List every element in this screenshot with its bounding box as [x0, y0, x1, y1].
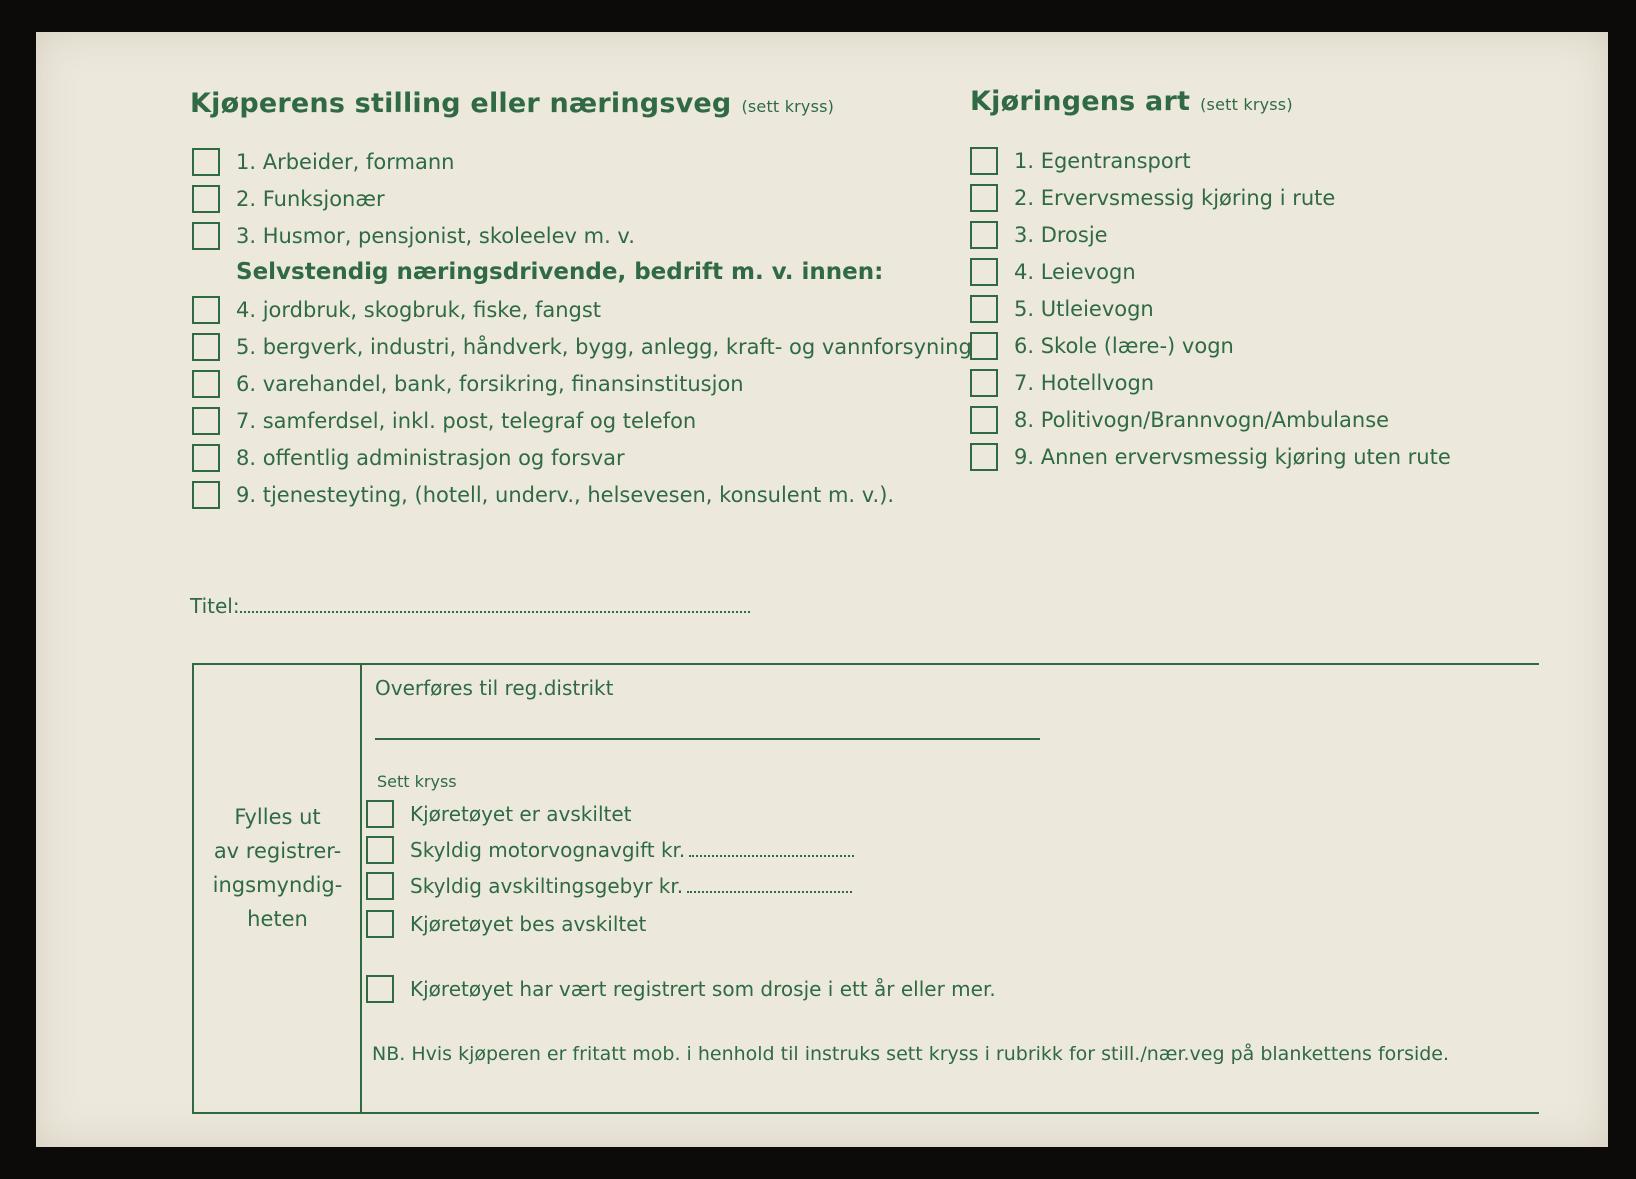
registry-item-1[interactable]: [366, 800, 632, 828]
checkbox[interactable]: [192, 370, 220, 398]
self-employed-heading: Selvstendig næringsdrivende, bedrift m. v. innen:: [236, 259, 884, 285]
transfer-label: Overføres til reg.distrikt: [375, 676, 614, 700]
driving-item-label: 1. Egentransport: [1014, 149, 1191, 173]
driving-item-4[interactable]: [970, 258, 1136, 286]
occupation-item-label: 9. tjenesteyting, (hotell, underv., helsevesen, konsulent m. v.).: [236, 483, 895, 507]
side-label-line: heten: [247, 907, 308, 931]
side-label-line: Fylles ut: [234, 805, 321, 829]
nb-note: NB. Hvis kjøperen er fritatt mob. i henhold til instruks sett kryss i rubrikk for still./nær.veg på blankettens forside.: [372, 1043, 1450, 1065]
checkbox[interactable]: [970, 369, 998, 397]
registry-item-label: Kjøretøyet er avskiltet: [410, 802, 632, 826]
occupation-item-label: 5. bergverk, industri, håndverk, bygg, anlegg, kraft- og vannforsyning: [236, 335, 972, 359]
driving-item-3[interactable]: [970, 221, 1108, 249]
side-label-line: av registrer-: [213, 839, 342, 863]
registry-item-2[interactable]: [366, 836, 854, 864]
titel-label: Titel:: [190, 594, 240, 618]
titel-field[interactable]: [190, 594, 750, 618]
occupation-item-3[interactable]: [192, 222, 635, 250]
checkbox[interactable]: [970, 332, 998, 360]
occupation-item-6[interactable]: [192, 370, 744, 398]
registry-item-label: Skyldig avskiltingsgebyr kr.: [410, 874, 684, 898]
checkbox[interactable]: [192, 481, 220, 509]
occupation-item-7[interactable]: [192, 407, 696, 435]
checkbox[interactable]: [970, 258, 998, 286]
checkbox[interactable]: [192, 185, 220, 213]
checkbox[interactable]: [970, 221, 998, 249]
registry-item-label: Skyldig motorvognavgift kr.: [410, 838, 686, 862]
side-label-line: ingsmyndig-: [212, 873, 343, 897]
checkbox[interactable]: [192, 444, 220, 472]
occupation-item-label: 2. Funksjonær: [236, 187, 385, 211]
occupation-item-4[interactable]: [192, 296, 601, 324]
checkbox[interactable]: [366, 872, 394, 900]
occupation-item-label: 6. varehandel, bank, forsikring, finansinstitusjon: [236, 372, 744, 396]
checkbox[interactable]: [192, 333, 220, 361]
driving-item-label: 2. Ervervsmessig kjøring i rute: [1014, 186, 1336, 210]
checkbox[interactable]: [192, 296, 220, 324]
checkbox[interactable]: [366, 910, 394, 938]
titel-dotted-line[interactable]: [240, 597, 750, 613]
occupation-heading-title: Kjøperens stilling eller næringsveg: [190, 88, 732, 119]
driving-item-1[interactable]: [970, 147, 1191, 175]
driving-item-label: 6. Skole (lære-) vogn: [1014, 334, 1234, 358]
driving-item-6[interactable]: [970, 332, 1234, 360]
registry-item-label: Kjøretøyet bes avskiltet: [410, 912, 647, 936]
checkbox[interactable]: [970, 295, 998, 323]
driving-item-label: 7. Hotellvogn: [1014, 371, 1155, 395]
driving-item-7[interactable]: [970, 369, 1154, 397]
occupation-item-1[interactable]: [192, 148, 454, 176]
occupation-item-label: 7. samferdsel, inkl. post, telegraf og telefon: [236, 409, 697, 433]
sett-kryss-label: Sett kryss: [377, 772, 457, 791]
registry-item-3[interactable]: [366, 872, 852, 900]
checkbox[interactable]: [192, 222, 220, 250]
driving-item-label: 4. Leievogn: [1014, 260, 1136, 284]
registry-item-4[interactable]: [366, 910, 646, 938]
transfer-field-line[interactable]: [375, 738, 1040, 740]
registry-divider: [360, 663, 362, 1114]
occupation-item-label: 8. offentlig administrasjon og forsvar: [236, 446, 625, 470]
occupation-item-2[interactable]: [192, 185, 385, 213]
driving-type-heading-hint: (sett kryss): [1200, 95, 1293, 114]
driving-type-heading: [970, 86, 1293, 117]
checkbox[interactable]: [366, 975, 394, 1003]
checkbox[interactable]: [366, 800, 394, 828]
driving-item-9[interactable]: [970, 443, 1451, 471]
occupation-item-9[interactable]: [192, 481, 894, 509]
checkbox[interactable]: [366, 836, 394, 864]
occupation-heading: [190, 88, 834, 119]
occupation-heading-hint: (sett kryss): [741, 97, 835, 116]
occupation-item-label: 4. jordbruk, skogbruk, fiske, fangst: [236, 298, 602, 322]
checkbox[interactable]: [192, 407, 220, 435]
occupation-item-label: 1. Arbeider, formann: [236, 150, 455, 174]
driving-item-5[interactable]: [970, 295, 1154, 323]
amount-dotted-line[interactable]: [687, 879, 852, 893]
checkbox[interactable]: [970, 443, 998, 471]
occupation-item-label: 3. Husmor, pensjonist, skoleelev m. v.: [236, 224, 635, 248]
driving-item-8[interactable]: [970, 406, 1389, 434]
checkbox[interactable]: [192, 148, 220, 176]
driving-item-label: 9. Annen ervervsmessig kjøring uten rute: [1014, 445, 1451, 469]
registry-taxi-item[interactable]: [366, 975, 996, 1003]
checkbox[interactable]: [970, 147, 998, 175]
driving-item-label: 8. Politivogn/Brannvogn/Ambulanse: [1014, 408, 1390, 432]
driving-item-label: 3. Drosje: [1014, 223, 1108, 247]
amount-dotted-line[interactable]: [689, 843, 854, 857]
driving-item-2[interactable]: [970, 184, 1335, 212]
checkbox[interactable]: [970, 406, 998, 434]
occupation-item-8[interactable]: [192, 444, 625, 472]
occupation-item-5[interactable]: [192, 333, 972, 361]
registry-side-label: [200, 800, 355, 936]
registry-taxi-label: Kjøretøyet har vært registrert som drosje i ett år eller mer.: [410, 977, 996, 1001]
driving-item-label: 5. Utleievogn: [1014, 297, 1154, 321]
checkbox[interactable]: [970, 184, 998, 212]
driving-type-heading-title: Kjøringens art: [970, 86, 1191, 117]
